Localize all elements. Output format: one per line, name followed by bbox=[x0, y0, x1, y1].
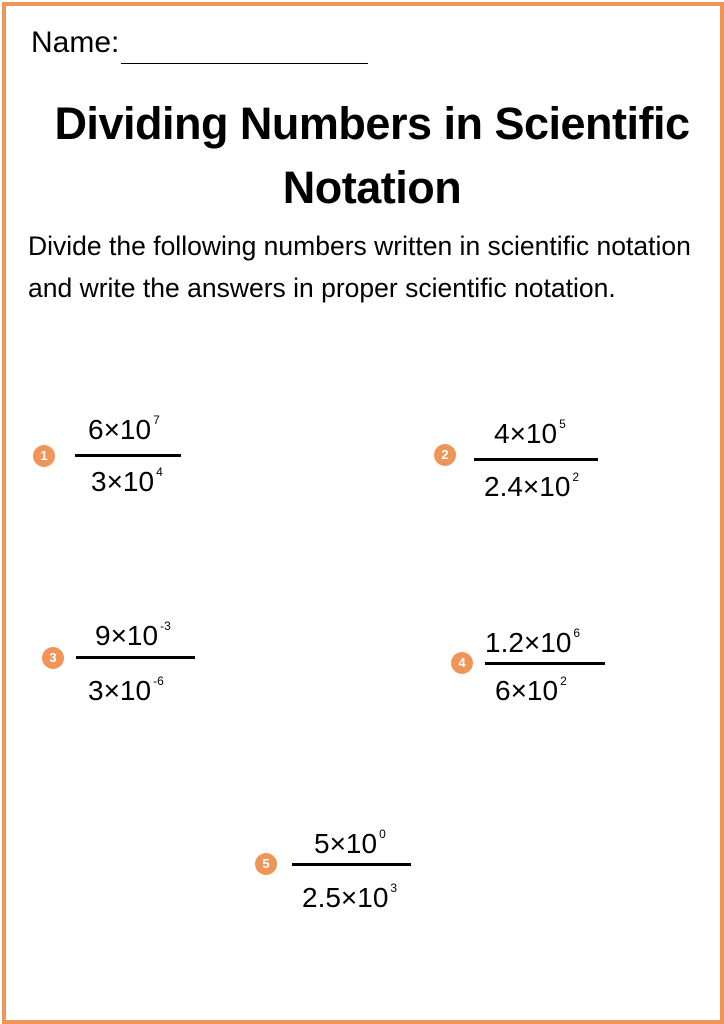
problem-3-denominator-exponent: -6 bbox=[153, 674, 164, 688]
problem-1-denominator-exponent: 4 bbox=[156, 465, 163, 479]
name-blank-line[interactable] bbox=[121, 63, 368, 64]
worksheet-title: Dividing Numbers in Scientific Notation bbox=[54, 98, 690, 213]
problem-2-denominator-exponent: 2 bbox=[572, 470, 580, 484]
problem-4-number-badge: 4 bbox=[451, 652, 473, 674]
problem-2-numerator bbox=[494, 419, 566, 449]
problem-5-denominator-base: 2.5×10 bbox=[302, 882, 389, 913]
problem-4-numerator bbox=[485, 628, 580, 658]
problem-5-fraction-bar bbox=[292, 863, 411, 866]
instructions: Divide the following numbers written in scientific notation and write the answers in proper scientific notation. bbox=[28, 231, 691, 303]
problem-5-numerator bbox=[314, 829, 386, 859]
problem-5-fraction bbox=[292, 820, 416, 915]
problem-3-numerator-base: 9×10 bbox=[95, 620, 159, 651]
problem-4-denominator bbox=[495, 676, 567, 706]
problem-2-numerator-base: 4×10 bbox=[494, 418, 558, 449]
problem-4-fraction-bar bbox=[485, 662, 605, 665]
problem-4-numerator-exponent: 6 bbox=[573, 626, 581, 640]
problem-4-numerator-base: 1.2×10 bbox=[485, 627, 572, 658]
problem-1-numerator bbox=[88, 415, 160, 445]
problem-2-number-badge: 2 bbox=[434, 444, 456, 466]
problem-2-denominator-base: 2.4×10 bbox=[484, 471, 571, 502]
problem-2-fraction bbox=[474, 410, 604, 505]
problem-3-numerator-exponent: -3 bbox=[160, 619, 171, 633]
problem-3-denominator bbox=[88, 676, 164, 706]
problem-1-numerator-base: 6×10 bbox=[88, 414, 152, 445]
problem-5-denominator-exponent: 3 bbox=[390, 881, 398, 895]
problem-1-fraction bbox=[75, 410, 185, 500]
problem-2-fraction-bar bbox=[474, 458, 598, 461]
problem-2-numerator-exponent: 5 bbox=[559, 417, 566, 431]
problem-4-denominator-exponent: 2 bbox=[560, 674, 567, 688]
problem-5-numerator-base: 5×10 bbox=[314, 828, 378, 859]
problem-3-fraction bbox=[76, 614, 200, 709]
problem-3-denominator-base: 3×10 bbox=[88, 675, 152, 706]
problem-5-numerator-exponent: 0 bbox=[379, 827, 386, 841]
problem-5-denominator bbox=[302, 883, 397, 913]
name-label: Name: bbox=[31, 26, 120, 59]
problem-5-number-badge: 5 bbox=[255, 853, 277, 875]
problem-4-fraction bbox=[485, 614, 607, 709]
problem-1-denominator bbox=[91, 467, 163, 497]
problem-1-fraction-bar bbox=[75, 454, 181, 457]
problem-4-denominator-base: 6×10 bbox=[495, 675, 559, 706]
problem-3-fraction-bar bbox=[76, 656, 195, 659]
problem-1-number-badge: 1 bbox=[33, 445, 55, 467]
problem-3-number-badge: 3 bbox=[42, 647, 64, 669]
problem-3-numerator bbox=[95, 621, 171, 651]
problem-2-denominator bbox=[484, 472, 579, 502]
problem-1-numerator-exponent: 7 bbox=[153, 413, 160, 427]
problem-1-denominator-base: 3×10 bbox=[91, 466, 155, 497]
